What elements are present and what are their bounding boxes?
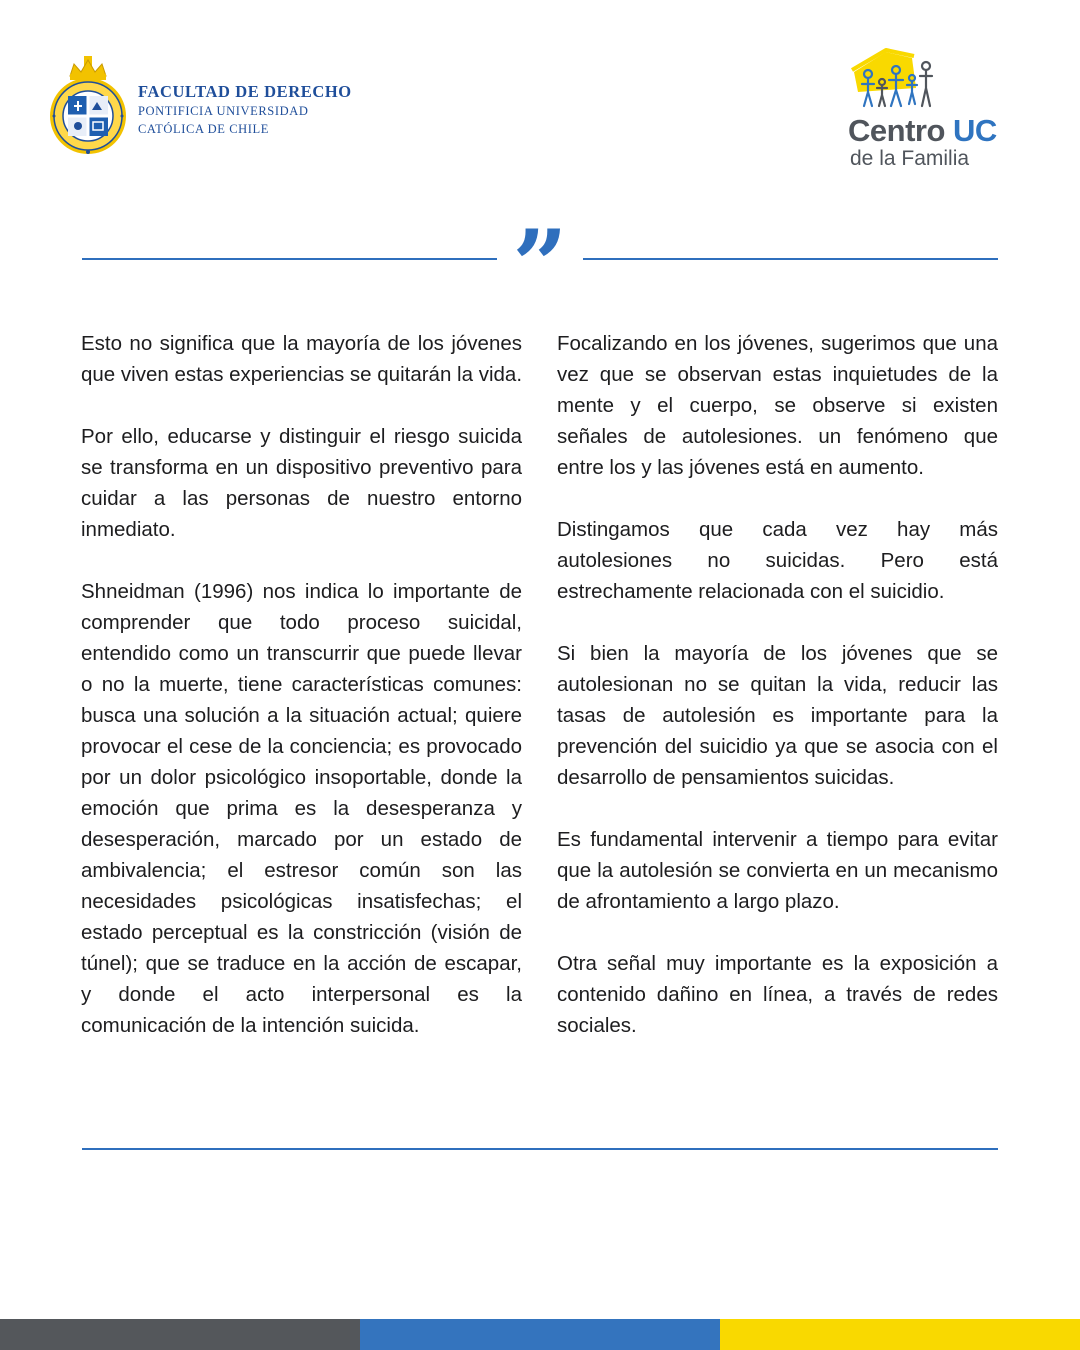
quote-icon: ” bbox=[512, 209, 568, 322]
right-paragraph-5: Otra señal muy importante es la exposición a contenido dañino en línea, a través de redes sociales. bbox=[557, 952, 998, 1037]
uc-seal-icon bbox=[48, 54, 128, 160]
family-house-icon bbox=[850, 48, 934, 112]
centro-subtitle: de la Familia bbox=[850, 147, 970, 170]
footer-color-bar bbox=[0, 1319, 1080, 1350]
centro-uc-familia-logo bbox=[848, 48, 1018, 170]
footer-segment-yellow bbox=[720, 1319, 1080, 1350]
left-column bbox=[81, 328, 522, 1072]
bottom-divider-line bbox=[82, 1148, 998, 1150]
left-paragraph-3: Shneidman (1996) nos indica lo importante de comprender que todo proceso suicidal, entendido como un transcurrir que puede llevar o no la muerte, tiene características comunes: busca una solución a la situación actual; quiere provocar el cese de la conciencia; es provocado por un dolor psicológico insoportable, donde la emoción que prima es la desesperanza y desesperación, marcado por un estado de ambivalencia; el estresor común son las necesidades psicológicas insatisfechas; el estado perceptual es la constricción (visión de túnel); que se traduce en la acción de escapar, y donde el acto interpersonal es la comunicación de la intención suicida. bbox=[81, 580, 522, 1037]
right-paragraph-2: Distingamos que cada vez hay más autolesiones no suicidas. Pero está estrechamente relacionada con el suicidio. bbox=[557, 518, 998, 603]
left-paragraph-1: Esto no significa que la mayoría de los jóvenes que viven estas experiencias se quitarán la vida. bbox=[81, 332, 523, 386]
university-name-line1: PONTIFICIA UNIVERSIDAD bbox=[138, 104, 309, 118]
faculty-name: FACULTAD DE DERECHO bbox=[138, 82, 352, 101]
centro-word: Centro bbox=[848, 113, 945, 148]
footer-segment-blue bbox=[360, 1319, 720, 1350]
centro-uc-word: UC bbox=[953, 113, 997, 148]
left-paragraph-2: Por ello, educarse y distinguir el riesgo suicida se transforma en un dispositivo preventivo para cuidar a las personas de nuestro entorno inmediato. bbox=[81, 425, 522, 541]
divider-right-line bbox=[583, 258, 998, 260]
right-paragraph-3: Si bien la mayoría de los jóvenes que se autolesionan no se quitan la vida, reducir las tasas de autolesión es importante para la prevención del suicidio ya que se asocia con el desarrollo de pensamientos suicidas. bbox=[557, 642, 998, 789]
footer-segment-gray bbox=[0, 1319, 360, 1350]
right-paragraph-4: Es fundamental intervenir a tiempo para evitar que la autolesión se convierta en un mecanismo de afrontamiento a largo plazo. bbox=[557, 828, 998, 913]
right-column bbox=[557, 328, 998, 1072]
university-name-line2: CATÓLICA DE CHILE bbox=[138, 122, 270, 136]
divider-left-line bbox=[82, 258, 497, 260]
right-paragraph-1: Focalizando en los jóvenes, sugerimos que una vez que se observan estas inquietudes de la mente y el cuerpo, se observe si existen señales de autolesiones. un fenómeno que entre los y las jóvenes está en aumento. bbox=[557, 332, 998, 479]
uc-law-logo bbox=[48, 54, 352, 160]
